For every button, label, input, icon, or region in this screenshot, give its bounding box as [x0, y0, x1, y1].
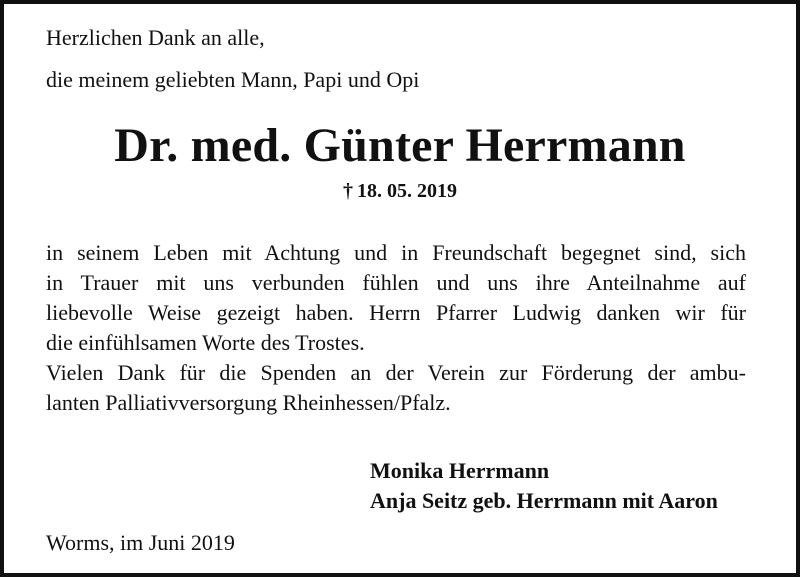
body-line-3: liebevolle Weise gezeigt haben. Herrn Pfarrer Ludwig danken wir für — [46, 300, 746, 325]
intro-line-1: Herzlichen Dank an alle, — [46, 25, 265, 50]
body-line-1: in seinem Leben mit Achtung und in Freundschaft begegnet sind, sich — [46, 240, 746, 265]
body-line-4: die einfühlsamen Worte des Trostes. — [46, 330, 365, 355]
death-date: 18. 05. 2019 — [357, 180, 457, 202]
deceased-name: Dr. med. Günter Herrmann — [114, 119, 686, 172]
signer-1: Monika Herrmann — [370, 458, 550, 483]
signer-2: Anja Seitz geb. Herrmann mit Aaron — [370, 488, 718, 513]
intro-line-2: die meinem geliebten Mann, Papi und Opi — [46, 67, 420, 92]
body-line-5: Vielen Dank für die Spenden an der Verein zur Förderung der ambu- — [46, 360, 746, 385]
death-date-line — [4, 181, 796, 201]
place-and-date: Worms, im Juni 2019 — [46, 530, 235, 555]
thanks-paragraph — [46, 238, 746, 418]
cross-icon: † — [343, 180, 353, 202]
body-line-6: lanten Palliativversorgung Rheinhessen/Pfalz. — [46, 390, 451, 415]
signers — [370, 456, 718, 516]
body-line-2: in Trauer mit uns verbunden fühlen und uns ihre Anteilnahme auf — [46, 270, 746, 295]
